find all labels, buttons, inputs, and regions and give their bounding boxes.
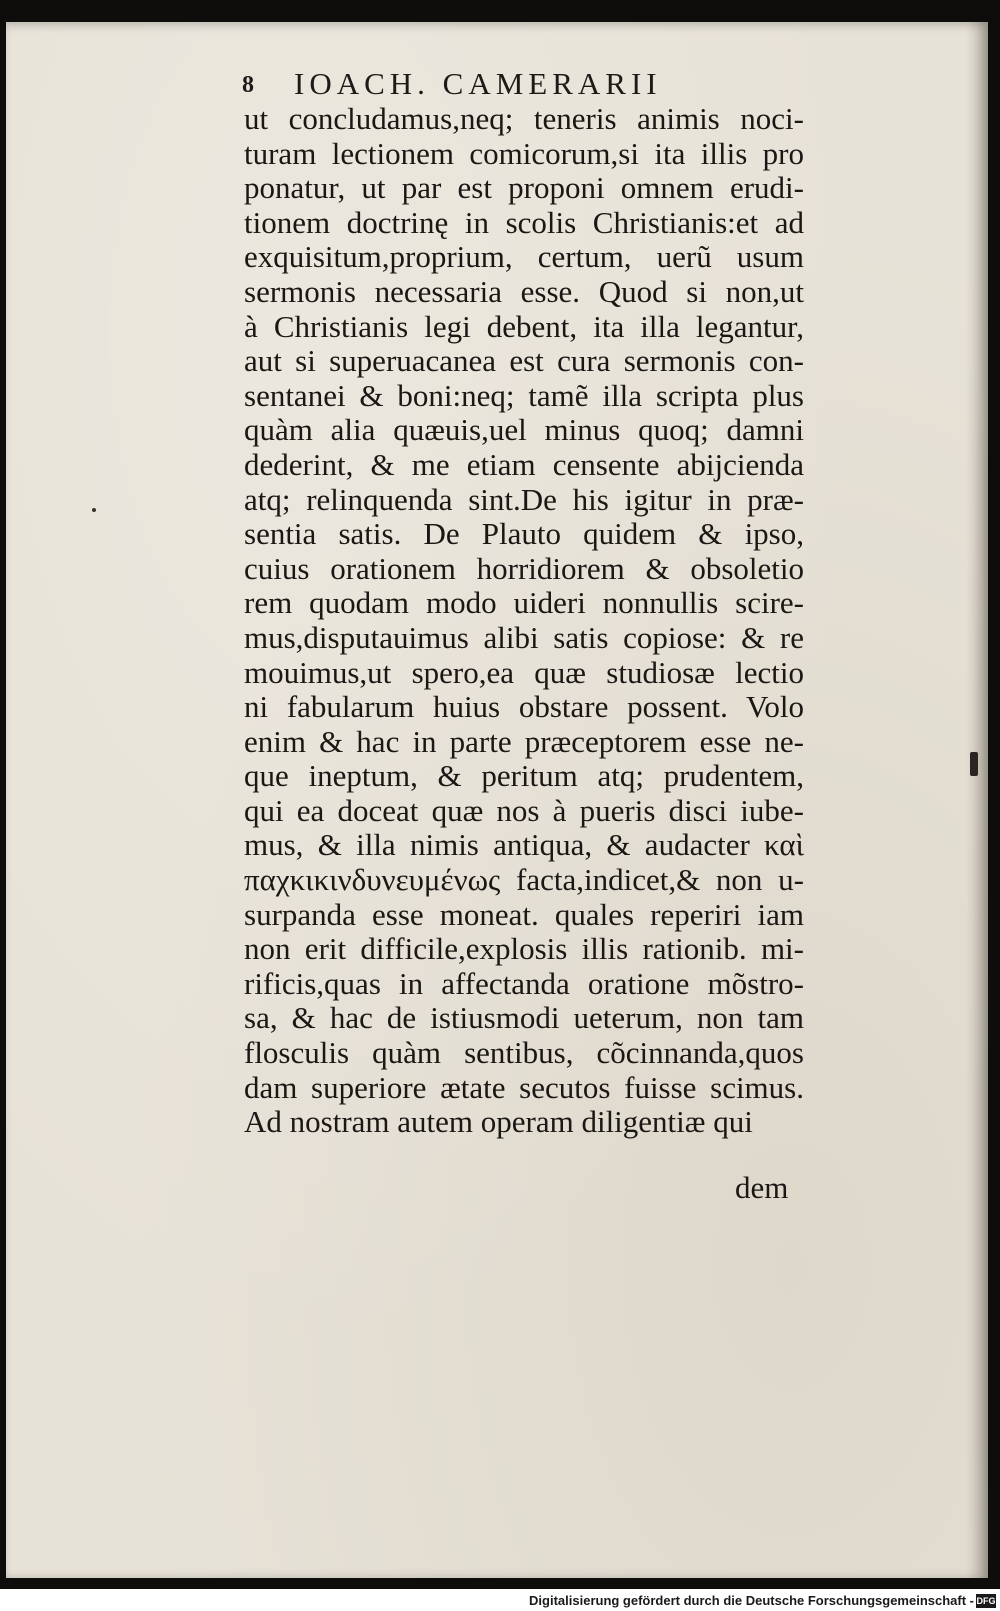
dfg-logo: DFG <box>976 1596 996 1606</box>
page-number: 8 <box>242 72 254 98</box>
text-line: rem quodam modo uideri nonnullis scire- <box>244 586 804 621</box>
text-line: ponatur, ut par est proponi omnem erudi- <box>244 171 804 206</box>
text-line: ni fabularum huius obstare possent. Volo <box>244 690 804 725</box>
text-line: mouimus,ut spero,ea quæ studiosæ lectio <box>244 655 804 690</box>
text-line: sentia satis. De Plauto quidem & ipso, <box>244 517 804 552</box>
text-line: mus, & illa nimis antiqua, & audacter καὶ <box>244 828 804 863</box>
text-line: ut concludamus,neq; teneris animis noci- <box>244 102 804 136</box>
digitization-credit: Digitalisierung gefördert durch die Deutsche Forschungsgemeinschaft - <box>529 1593 974 1608</box>
text-line: tionem doctrinę in scolis Christianis:et ad <box>244 205 804 240</box>
text-line: aut si superuacanea est cura sermonis con- <box>244 344 804 379</box>
text-line: rificis,quas in affectanda oratione mõstro- <box>244 966 804 1001</box>
text-line: turam lectionem comicorum,si ita illis pro <box>244 136 804 171</box>
text-line: sermonis necessaria esse. Quod si non,ut <box>244 274 804 309</box>
text-line: Ad nostram autem operam diligentiæ qui <box>244 1105 753 1140</box>
text-line: qui ea doceat quæ nos à pueris disci iube- <box>244 793 804 828</box>
binding-tab <box>970 752 978 776</box>
text-line: enim & hac in parte præceptorem esse ne- <box>244 724 804 759</box>
text-line: quàm alia quæuis,uel minus quoq; damni <box>244 413 804 448</box>
catchword: dem <box>735 1170 789 1205</box>
footer-strip <box>0 1589 1000 1611</box>
text-line: atq; relinquenda sint.De his igitur in præ- <box>244 482 804 517</box>
text-line: sentanei & boni:neq; tamẽ illa scripta plus <box>244 378 804 413</box>
text-line: surpanda esse moneat. quales reperiri iam <box>244 897 804 932</box>
text-line: cuius orationem horridiorem & obsoletio <box>244 551 804 586</box>
text-line: mus,disputauimus alibi satis copiose: & re <box>244 620 804 655</box>
text-line: non erit difficile,explosis illis rationib. mi- <box>244 932 804 967</box>
running-head: IOACH. CAMERARII <box>294 66 662 101</box>
text-line: flosculis quàm sentibus, cõcinnanda,quos <box>244 1036 804 1071</box>
text-line: dam superiore ætate secutos fuisse scimus. <box>244 1070 804 1105</box>
text-line: exquisitum,proprium, certum, uerũ usum <box>244 240 804 275</box>
body-text <box>244 102 824 1140</box>
text-line: παχκικινδυνευμένως facta,indicet,& non u- <box>244 863 804 898</box>
text-line: que ineptum, & peritum atq; prudentem, <box>244 759 804 794</box>
text-line: dederint, & me etiam censente abijcienda <box>244 447 804 482</box>
text-line: à Christianis legi debent, ita illa legantur, <box>244 309 804 344</box>
page-edge-shadow <box>966 22 988 1578</box>
ink-spot <box>92 508 96 512</box>
text-line: sa, & hac de istiusmodi ueterum, non tam <box>244 1001 804 1036</box>
